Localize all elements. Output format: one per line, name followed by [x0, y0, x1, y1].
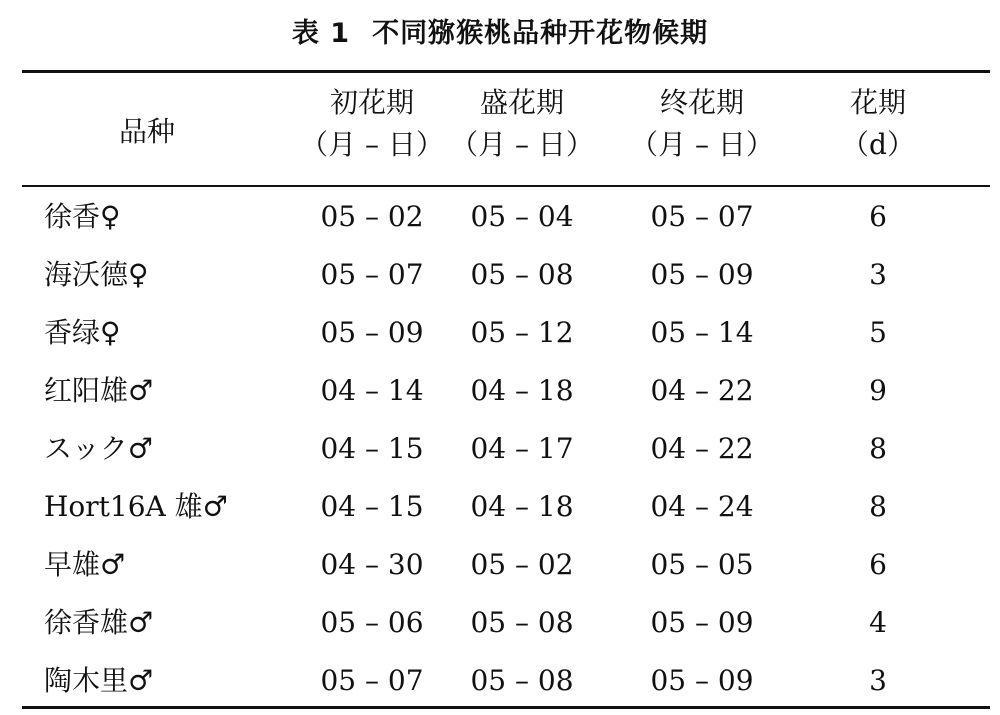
top-rule: [22, 70, 990, 73]
cell-duration: 6: [869, 200, 887, 233]
cell-full-bloom: 05 – 02: [470, 548, 574, 581]
table-row: [22, 362, 990, 420]
table-row: [22, 246, 990, 304]
cell-first-bloom: 05 – 07: [320, 664, 424, 697]
cell-end-bloom: 05 – 14: [650, 316, 754, 349]
cell-variety: 徐香雄♂: [44, 606, 154, 639]
table-row: [22, 478, 990, 536]
cell-end-bloom: 05 – 09: [650, 664, 754, 697]
table-number: 表 1: [291, 18, 351, 49]
cell-first-bloom: 04 – 15: [320, 490, 424, 523]
table-row: [22, 188, 990, 246]
cell-full-bloom: 05 – 04: [470, 200, 574, 233]
table-row: [22, 652, 990, 710]
cell-variety: 红阳雄♂: [44, 374, 154, 407]
table-row: [22, 304, 990, 362]
table-body: [22, 188, 990, 710]
cell-end-bloom: 04 – 22: [650, 432, 754, 465]
bottom-rule: [22, 706, 990, 709]
cell-full-bloom: 05 – 08: [470, 258, 574, 291]
cell-duration: 3: [869, 664, 887, 697]
cell-first-bloom: 04 – 14: [320, 374, 424, 407]
cell-duration: 6: [869, 548, 887, 581]
table-caption: [0, 14, 1000, 54]
cell-end-bloom: 05 – 09: [650, 258, 754, 291]
cell-duration: 8: [869, 490, 887, 523]
table-row: [22, 420, 990, 478]
header-duration: 花期 （d）: [841, 86, 915, 161]
cell-first-bloom: 05 – 09: [320, 316, 424, 349]
cell-full-bloom: 04 – 18: [470, 490, 574, 523]
header-end-bloom: 终花期 （月 – 日）: [630, 86, 774, 161]
cell-variety: スック♂: [44, 432, 153, 465]
cell-end-bloom: 04 – 24: [650, 490, 754, 523]
cell-full-bloom: 05 – 08: [470, 664, 574, 697]
cell-full-bloom: 04 – 17: [470, 432, 574, 465]
table-row: [22, 536, 990, 594]
cell-first-bloom: 05 – 06: [320, 606, 424, 639]
cell-variety: 香绿♀: [44, 316, 121, 349]
table-title: 不同猕猴桃品种开花物候期: [372, 18, 709, 49]
header-variety: 品种: [118, 115, 175, 148]
table-row: [22, 594, 990, 652]
cell-variety: Hort16A 雄♂: [44, 490, 228, 523]
cell-end-bloom: 05 – 05: [650, 548, 754, 581]
cell-full-bloom: 05 – 08: [470, 606, 574, 639]
cell-duration: 4: [869, 606, 887, 639]
cell-duration: 5: [869, 316, 887, 349]
cell-full-bloom: 05 – 12: [470, 316, 574, 349]
cell-variety: 徐香♀: [44, 200, 121, 233]
cell-variety: 陶木里♂: [44, 664, 154, 697]
cell-end-bloom: 05 – 09: [650, 606, 754, 639]
table-header: [22, 82, 990, 182]
header-full-bloom: 盛花期 （月 – 日）: [450, 86, 594, 161]
header-first-bloom: 初花期 （月 – 日）: [300, 86, 444, 161]
cell-full-bloom: 04 – 18: [470, 374, 574, 407]
cell-first-bloom: 05 – 02: [320, 200, 424, 233]
header-rule: [22, 185, 990, 187]
cell-variety: 早雄♂: [44, 548, 126, 581]
cell-first-bloom: 05 – 07: [320, 258, 424, 291]
cell-end-bloom: 04 – 22: [650, 374, 754, 407]
cell-first-bloom: 04 – 30: [320, 548, 424, 581]
cell-first-bloom: 04 – 15: [320, 432, 424, 465]
cell-variety: 海沃德♀: [44, 258, 149, 291]
cell-duration: 3: [869, 258, 887, 291]
cell-duration: 9: [869, 374, 887, 407]
cell-duration: 8: [869, 432, 887, 465]
cell-end-bloom: 05 – 07: [650, 200, 754, 233]
